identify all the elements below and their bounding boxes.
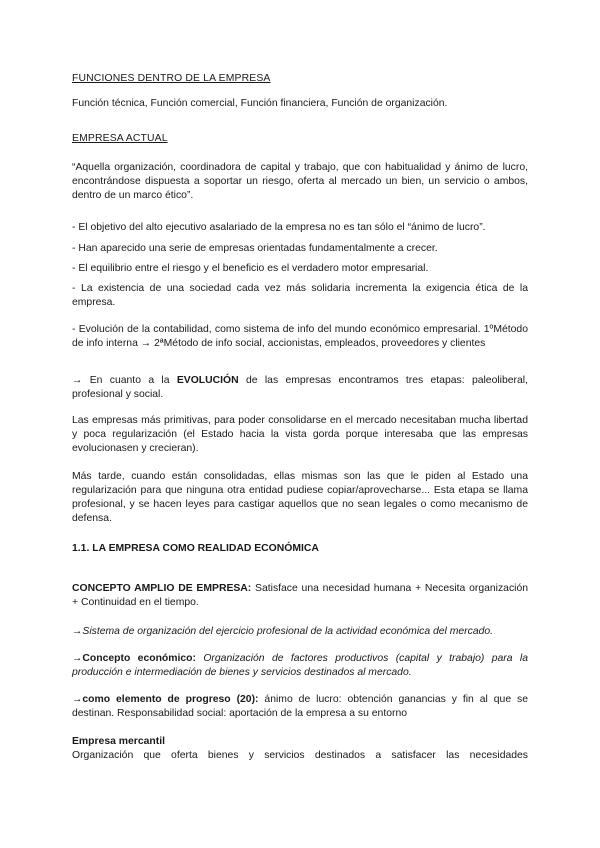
heading-funciones: FUNCIONES DENTRO DE LA EMPRESA (72, 73, 271, 84)
mas-tarde-paragraph: Más tarde, cuando están consolidadas, ellas mismas son las que le piden al Estado una regularización para que ninguna otra entidad pudiese copiar/aprovecharse... Esta etapa se llama profesional, y se hacen leyes para castigar aquellos que no sean legales o como mecanismo de defensa. (72, 471, 528, 524)
progreso-bold: como elemento de progreso (20): (82, 694, 259, 705)
definition-quote: “Aquella organización, coordinadora de capital y trabajo, que con habitualidad y ánimo de lucro, encontrándose dispuesta a soportar un riesgo, oferta al mercado un bien, un servicio o ambos, dentro de un marco ético”. (72, 162, 528, 201)
progreso-arrow: → (72, 694, 83, 705)
concepto-economico-paragraph (72, 652, 528, 680)
evolucion-suffix: de las empresas encontramos tres etapas: paleoliberal, profesional y social. (72, 375, 528, 400)
bullet-4: - La existencia de una sociedad cada vez más solidaria incrementa la exigencia ética de la empresa. (72, 283, 528, 308)
concepto-economico-italic: Organización de factores productivos (capital y trabajo) para la producción e intermediación de bienes y servicios destinados al mercado. (72, 653, 528, 678)
primitivas-paragraph: Las empresas más primitivas, para poder consolidarse en el mercado necesitaban mucha libertad y poca regularización (el Estado hacia la vista gorda porque interesaba que las empresas evolucionasen y crecieran). (72, 415, 528, 454)
funciones-list: Función técnica, Función comercial, Función financiera, Función de organización. (72, 98, 448, 109)
evolucion-paragraph (72, 374, 528, 402)
subheading-realidad-economica: 1.1. LA EMPRESA COMO REALIDAD ECONÓMICA (72, 543, 319, 554)
mercantil-heading: Empresa mercantil (72, 736, 165, 747)
evolucion-bold: EVOLUCIÓN (176, 375, 239, 386)
bullet-2: - Han aparecido una serie de empresas orientadas fundamentalmente a crecer. (72, 243, 438, 254)
concepto-amplio-bold: CONCEPTO AMPLIO DE EMPRESA: (72, 583, 252, 594)
concepto-amplio-text: Satisface una necesidad humana + Necesita organización + Continuidad en el tiempo. (72, 583, 529, 608)
bullet-5: - Evolución de la contabilidad, como sistema de info del mundo económico empresarial. 1ºMétodo de info interna → 2ªMétodo de info social, accionistas, empleados, proveedores y clientes (72, 324, 528, 349)
mercantil-text: Organización que oferta bienes y servicios destinados a satisfacer las necesidades (72, 750, 528, 761)
progreso-paragraph (72, 693, 528, 721)
concepto-economico-bold: Concepto económico: (82, 653, 196, 664)
concepto-amplio-paragraph (72, 582, 528, 610)
evolucion-prefix: → En cuanto a la (72, 375, 177, 386)
bullet-1: - El objetivo del alto ejecutivo asalariado de la empresa no es tan sólo el “ánimo de lucro”. (72, 222, 486, 233)
concepto-economico-arrow: → (72, 653, 83, 664)
heading-empresa-actual: EMPRESA ACTUAL (72, 133, 168, 144)
progreso-text: ánimo de lucro: obtención ganancias y fin al que se destinan. Responsabilidad social: aportación de la empresa a su entorno (72, 694, 528, 719)
bullet-3: - El equilibrio entre el riesgo y el beneficio es el verdadero motor empresarial. (72, 263, 429, 274)
sistema-line: →Sistema de organización del ejercicio profesional de la actividad económica del mercado. (72, 626, 494, 637)
